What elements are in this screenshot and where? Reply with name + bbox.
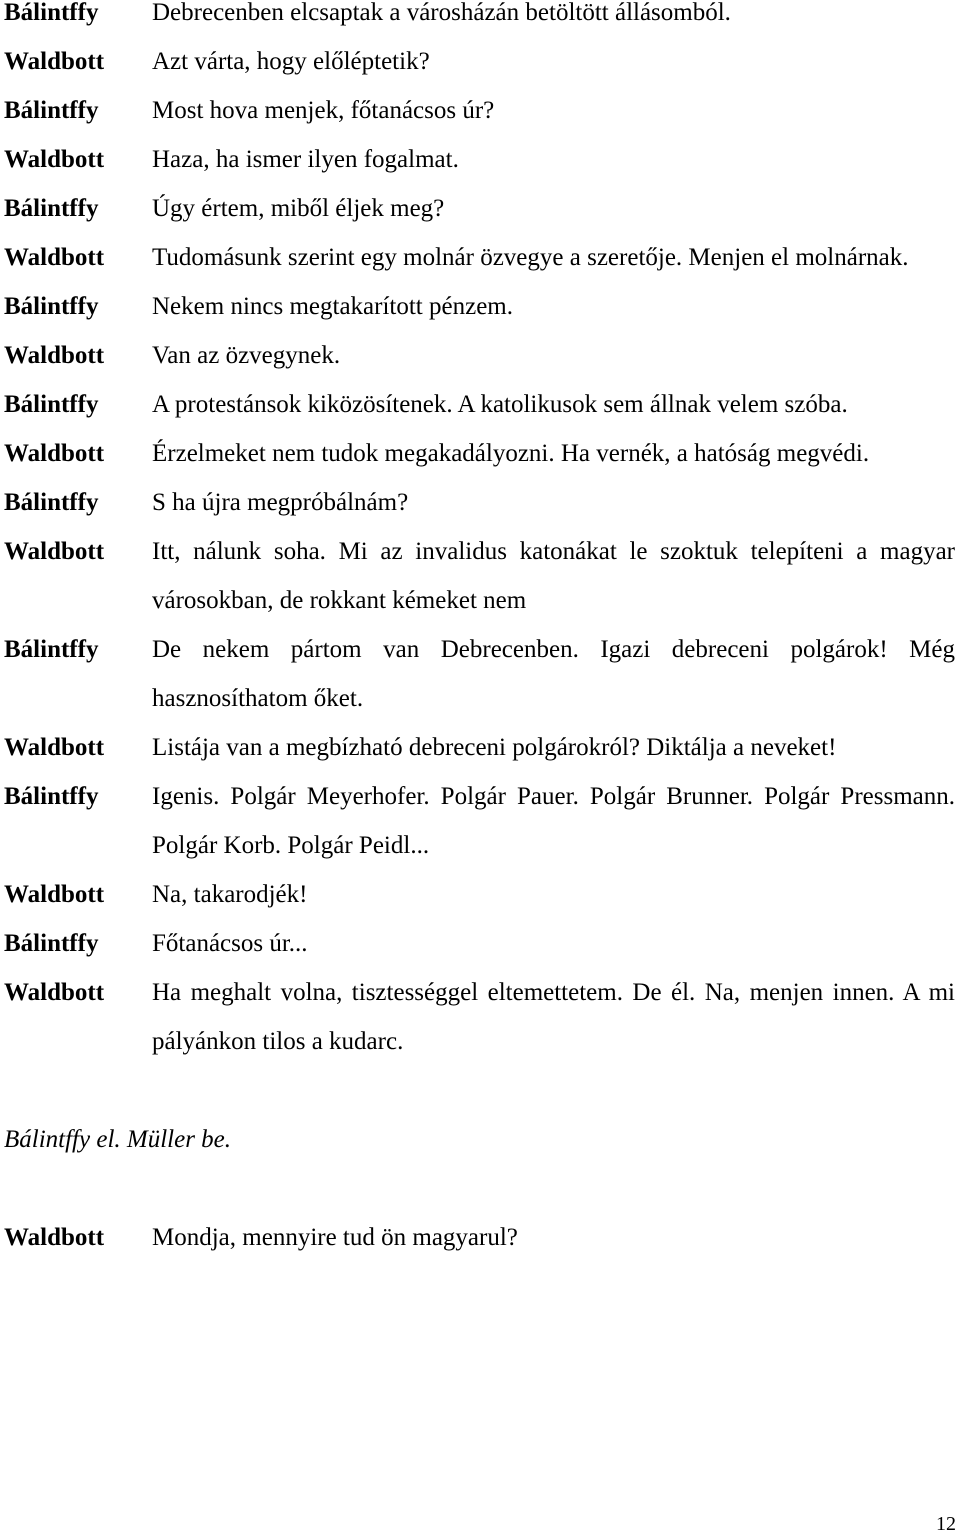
speaker-name: Waldbott <box>4 244 105 271</box>
speaker-name: Waldbott <box>4 342 105 369</box>
dialogue-line <box>0 723 960 772</box>
speaker-name: Bálintffy <box>4 783 99 810</box>
dialogue-line <box>0 184 960 233</box>
dialogue-line <box>0 429 960 478</box>
speech-text: Azt várta, hogy előléptetik? <box>152 48 430 75</box>
dialogue-line <box>0 625 960 723</box>
speaker-name: Bálintffy <box>4 0 99 26</box>
dialogue-line <box>0 233 960 282</box>
dialogue-line <box>0 282 960 331</box>
speech-text: Ha meghalt volna, tisztességgel eltemettetem. De él. Na, menjen innen. A mi pályánkon tilos a kudarc. <box>152 979 955 1055</box>
speech-text: Na, takarodjék! <box>152 881 308 908</box>
speech-text: Úgy értem, miből éljek meg? <box>152 195 445 222</box>
speech-text: Főtanácsos úr... <box>152 930 308 957</box>
speaker-name: Bálintffy <box>4 391 99 418</box>
speech-text: Haza, ha ismer ilyen fogalmat. <box>152 146 459 173</box>
dialogue-line <box>0 478 960 527</box>
speaker-name: Bálintffy <box>4 489 99 516</box>
speaker-name: Waldbott <box>4 881 105 908</box>
dialogue-line <box>0 968 960 1066</box>
dialogue-line <box>0 86 960 135</box>
dialogue-line <box>0 772 960 870</box>
speech-text: Érzelmeket nem tudok megakadályozni. Ha vernék, a hatóság megvédi. <box>152 440 870 467</box>
speech-text: Igenis. Polgár Meyerhofer. Polgár Pauer. Polgár Brunner. Polgár Pressmann. Polgár Korb. Polgár Peidl... <box>152 783 955 859</box>
dialogue-line <box>0 37 960 86</box>
dialogue-line <box>0 870 960 919</box>
speaker-name: Bálintffy <box>4 195 99 222</box>
dialogue-line <box>0 380 960 429</box>
speaker-name: Waldbott <box>4 48 105 75</box>
speech-text: Nekem nincs megtakarított pénzem. <box>152 293 513 320</box>
dialogue-line <box>0 919 960 968</box>
speaker-name: Waldbott <box>4 538 105 565</box>
speech-text: Tudomásunk szerint egy molnár özvegye a szeretője. Menjen el molnárnak. <box>152 244 909 271</box>
speaker-name: Waldbott <box>4 979 105 1006</box>
speaker-name: Bálintffy <box>4 97 99 124</box>
speaker-name: Bálintffy <box>4 930 99 957</box>
page-number: 12 <box>936 1513 956 1535</box>
dialogue-line <box>0 0 960 37</box>
speech-text: S ha újra megpróbálnám? <box>152 489 409 516</box>
closing-dialogue-line <box>0 1213 960 1262</box>
dialogue-line <box>0 527 960 625</box>
dialogue-line <box>0 331 960 380</box>
speech-text: Mondja, mennyire tud ön magyarul? <box>152 1224 518 1251</box>
speaker-name: Waldbott <box>4 734 105 761</box>
speech-text: De nekem pártom van Debrecenben. Igazi debreceni polgárok! Még hasznosíthatom őket. <box>152 636 955 712</box>
dialogue-line <box>0 135 960 184</box>
speech-text: Van az özvegynek. <box>152 342 341 369</box>
speech-text: A protestánsok kiközösítenek. A katolikusok sem állnak velem szóba. <box>152 391 848 418</box>
stage-direction: Bálintffy el. Müller be. <box>4 1126 232 1153</box>
speaker-name: Waldbott <box>4 1224 105 1251</box>
speaker-name: Waldbott <box>4 440 105 467</box>
speech-text: Itt, nálunk soha. Mi az invalidus katonákat le szoktuk telepíteni a magyar városokban, de rokkant kémeket nem <box>152 538 955 614</box>
speech-text: Most hova menjek, főtanácsos úr? <box>152 97 495 124</box>
speaker-name: Bálintffy <box>4 293 99 320</box>
speaker-name: Waldbott <box>4 146 105 173</box>
speech-text: Listája van a megbízható debreceni polgárokról? Diktálja a neveket! <box>152 734 837 761</box>
speech-text: Debrecenben elcsaptak a városházán betöltött állásomból. <box>152 0 731 26</box>
speaker-name: Bálintffy <box>4 636 99 663</box>
